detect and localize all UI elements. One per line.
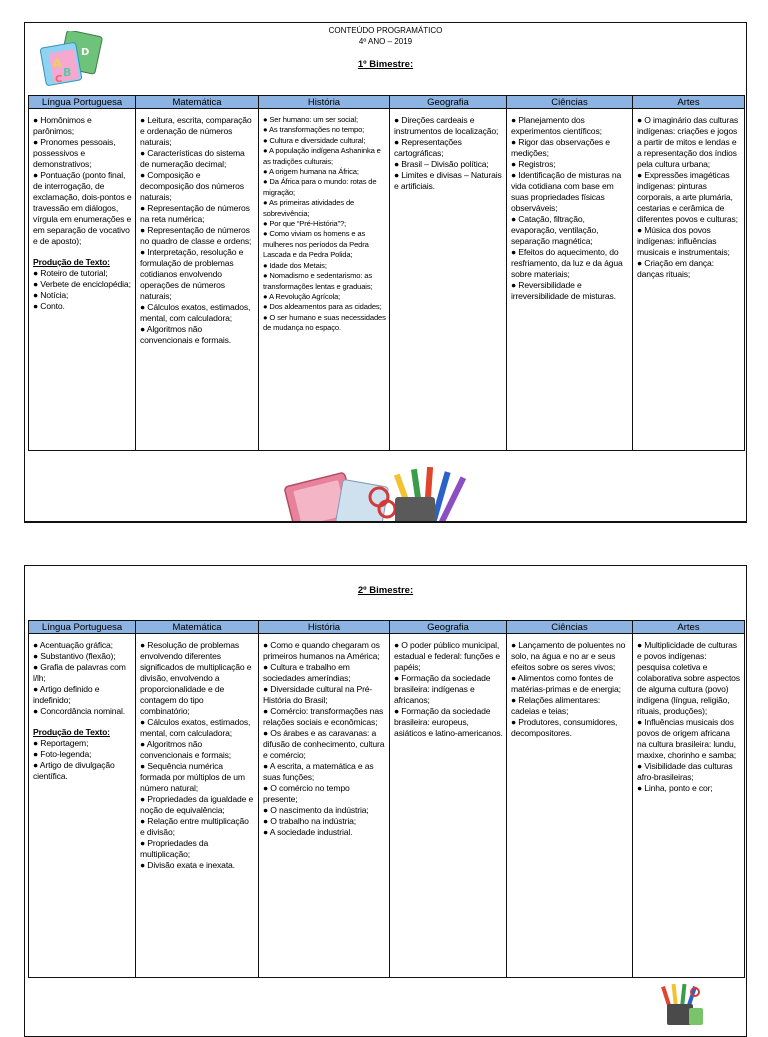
col-header-geografia: Geografia (390, 96, 507, 109)
col-header-artes: Artes (633, 96, 745, 109)
cell-artes (633, 634, 745, 978)
list-item: ● Divisão exata e inexata. (140, 860, 235, 870)
list-item: ● Artigo definido e indefinido; (33, 684, 100, 705)
cell-ciencias (507, 634, 633, 978)
list-item: ● Formação da sociedade brasileira: europeus, asiáticos e latino-americanos. (394, 706, 503, 738)
cell-lingua-portuguesa (29, 109, 136, 451)
list-item: ● Resolução de problemas envolvendo diferentes significados de multiplicação e divisão, envolvendo a proporcionalidade e de contagem do tipo combinatório; (140, 640, 252, 716)
col-header-geografia: Geografia (390, 621, 507, 634)
list-item: ● Por que “Pré-História”?; (263, 219, 346, 229)
list-item: ● Cálculos exatos, estimados, mental, com calculadora; (140, 302, 251, 323)
list-item: ● A população indígena Ashaninka e as tradições culturais; (263, 146, 381, 166)
list-item: ● Expressões imagéticas indígenas: pinturas corporais, a arte plumária, cestarias e cerâmica de diferentes povos e culturas; (637, 170, 738, 224)
list-item: ● Idade dos Metais; (263, 260, 327, 270)
list-item: ● Alimentos como fontes de matérias-primas e de energia; (511, 673, 621, 694)
list-item: ● Registros; (511, 159, 556, 169)
list-item: ● Concordância nominal. (33, 706, 126, 716)
list-item: ● O trabalho na indústria; (263, 816, 357, 826)
section-subtitle: Produção de Texto: (33, 727, 110, 737)
list-item: ● O nascimento da indústria; (263, 805, 369, 815)
list-item: ● Acentuação gráfica; (33, 640, 113, 650)
list-item: ● Direções cardeais e instrumentos de localização; (394, 115, 499, 136)
list-item: ● Interpretação, resolução e formulação de problemas cotidianos envolvendo operações de números naturais; (140, 247, 244, 301)
document-title: CONTEÚDO PROGRAMÁTICO (328, 26, 443, 35)
list-item: ● Reportagem; (33, 738, 89, 748)
list-item: ● Multiplicidade de culturas e povos indígenas: pesquisa coletiva e colaborativa sobre aspectos de alguma cultura (povo) indígena (língua, religião, rituais, produções); (637, 640, 740, 716)
list-item: ● Da África para o mundo: rotas de migração; (263, 177, 377, 197)
list-item: ● Propriedades da igualdade e noção de equivalência; (140, 794, 254, 815)
svg-text:D: D (81, 47, 90, 58)
list-item: ● Notícia; (33, 290, 69, 300)
section-subtitle: Produção de Texto: (33, 257, 110, 267)
cell-ciencias (507, 109, 633, 451)
list-item: ● Verbete de enciclopédia; (33, 279, 131, 289)
list-item: ● Cultura e diversidade cultural; (263, 135, 366, 145)
page-2 (24, 565, 747, 1037)
list-item: ● Homônimos e parônimos; (33, 115, 92, 136)
list-item: ● As transformações no tempo; (263, 125, 365, 135)
col-header-lingua-portuguesa: Língua Portuguesa (29, 621, 136, 634)
content-row (29, 109, 745, 451)
list-item: ● Propriedades da multiplicação; (140, 838, 209, 859)
svg-text:B: B (63, 66, 72, 79)
list-item: ● Visibilidade das culturas afro-brasileiras; (637, 761, 733, 782)
list-item: ● Como viviam os homens e as mulheres nos períodos da Pedra Lascada e da Pedra Polida; (263, 229, 369, 260)
grade-year: 4º ANO – 2019 (358, 37, 413, 46)
list-item: ● Diversidade cultural na Pré-História do Brasil; (263, 684, 373, 705)
list-item: ● Pontuação (ponto final, de interrogação, de exclamação, dois-pontos e travessão em diálogos, vírgula em enumerações e em separação de vocativo e de aposto); (33, 170, 132, 246)
cell-artes (633, 109, 745, 451)
list-item: ● Grafia de palavras com l/lh; (33, 662, 126, 683)
curriculum-table (28, 620, 745, 978)
list-item: ● Cultura e trabalho em sociedades ameríndias; (263, 662, 351, 683)
col-header-ciencias: Ciências (507, 621, 633, 634)
list-item: ● Pronomes pessoais, possessivos e demonstrativos; (33, 137, 116, 169)
list-item: ● Os árabes e as caravanas: a difusão de conhecimento, cultura e comércio; (263, 728, 385, 760)
col-header-historia: História (259, 621, 390, 634)
list-item: ● Ser humano: um ser social; (263, 115, 358, 124)
list-item: ● Rigor das observações e medições; (511, 137, 610, 158)
list-item: ● Representação de números no quadro de classe e ordens; (140, 225, 252, 246)
list-item: ● Algoritmos não convencionais e formais; (140, 739, 231, 760)
list-item: ● Produtores, consumidores, decompositores. (511, 717, 618, 738)
col-header-historia: História (259, 96, 390, 109)
cell-matematica (136, 109, 259, 451)
list-item: ● Efeitos do aquecimento, do resfriamento, da luz e da água sobre materiais; (511, 247, 623, 279)
header-row (29, 96, 745, 109)
list-item: ● Lançamento de poluentes no solo, na água e no ar e seus efeitos sobre os seres vivos; (511, 640, 626, 672)
page-1 (24, 22, 747, 523)
list-item: ● Influências musicais dos povos de origem africana na cultura brasileira: lundu, maxixe, chorinho e samba; (637, 717, 736, 760)
list-item: ● Conto. (33, 301, 65, 311)
list-item: ● Leitura, escrita, comparação e ordenação de números naturais; (140, 115, 252, 147)
bimester-title: 1º Bimestre: (357, 59, 414, 70)
list-item: ● Formação da sociedade brasileira: indígenas e africanos; (394, 673, 491, 705)
col-header-matematica: Matemática (136, 96, 259, 109)
cell-historia (259, 634, 390, 978)
col-header-ciencias: Ciências (507, 96, 633, 109)
list-item: ● A origem humana na África; (263, 167, 359, 177)
list-item: ● Relação entre multiplicação e divisão; (140, 816, 249, 837)
list-item: ● Características do sistema de numeração decimal; (140, 148, 245, 169)
header-row (29, 621, 745, 634)
list-item: ● Representações cartográficas; (394, 137, 462, 158)
list-item: ● Catação, filtração, evaporação, ventilação, separação magnética; (511, 214, 599, 246)
list-item: ● Relações alimentares: cadeias e teias; (511, 695, 601, 716)
list-item: ● A Revolução Agrícola; (263, 291, 341, 301)
list-item: ● Roteiro de tutorial; (33, 268, 108, 278)
list-item: ● Linha, ponto e cor; (637, 783, 713, 793)
list-item: ● Nomadismo e sedentarismo: as transformações lentas e graduais; (263, 271, 373, 291)
list-item: ● Cálculos exatos, estimados, mental, com calculadora; (140, 717, 251, 738)
list-item: ● As primeiras atividades de sobrevivência; (263, 198, 355, 218)
list-item: ● Comércio: transformações nas relações sociais e econômicas; (263, 706, 384, 727)
list-item: ● O comércio no tempo presente; (263, 783, 350, 804)
list-item: ● Criação em dança: danças rituais; (637, 258, 714, 279)
list-item: ● Algoritmos não convencionais e formais. (140, 324, 231, 345)
list-item: ● Como e quando chegaram os primeiros humanos na América; (263, 640, 380, 661)
school-supplies-icon (283, 463, 493, 521)
bimester-title: 2º Bimestre: (357, 585, 414, 596)
list-item: ● Representação de números na reta numérica; (140, 203, 250, 224)
list-item: ● O imaginário das culturas indígenas: criações e jogos a partir de mitos e lendas e a representação dos índios pela cultura urbana; (637, 115, 738, 169)
list-item: ● A sociedade industrial. (263, 827, 353, 837)
list-item: ● Brasil – Divisão política; (394, 159, 489, 169)
content-row (29, 634, 745, 978)
list-item: ● Artigo de divulgação científica. (33, 760, 115, 781)
list-item: ● Substantivo (flexão); (33, 651, 116, 661)
list-item: ● Identificação de misturas na vida cotidiana com base em suas propriedades físicas observáveis; (511, 170, 622, 213)
list-item: ● Composição e decomposição dos números naturais; (140, 170, 244, 202)
list-item: ● Foto-legenda; (33, 749, 92, 759)
list-item: ● A escrita, a matemática e as suas funções; (263, 761, 374, 782)
list-item: ● O ser humano e suas necessidades de mudança no espaço. (263, 312, 386, 333)
cell-lingua-portuguesa (29, 634, 136, 978)
cell-historia (259, 109, 390, 451)
svg-text:C: C (55, 74, 63, 85)
list-item: ● Planejamento dos experimentos científicos; (511, 115, 602, 136)
list-item: ● Sequência numérica formada por múltiplos de um número natural; (140, 761, 245, 793)
col-header-lingua-portuguesa: Língua Portuguesa (29, 96, 136, 109)
pencil-cup-icon (655, 984, 705, 1025)
cell-matematica (136, 634, 259, 978)
list-item: ● O poder público municipal, estadual e federal: funções e papéis; (394, 640, 501, 672)
svg-text:A: A (53, 57, 62, 70)
cell-geografia (390, 109, 507, 451)
list-item: ● Reversibilidade e irreversibilidade de misturas. (511, 280, 616, 301)
curriculum-table (28, 95, 745, 451)
list-item: ● Dos aldeamentos para as cidades; (263, 302, 382, 312)
col-header-artes: Artes (633, 621, 745, 634)
list-item: ● Música dos povos indígenas: influências musicais e instrumentais; (637, 225, 730, 257)
cell-geografia (390, 634, 507, 978)
list-item: ● Limites e divisas – Naturais e artificiais. (394, 170, 502, 191)
col-header-matematica: Matemática (136, 621, 259, 634)
